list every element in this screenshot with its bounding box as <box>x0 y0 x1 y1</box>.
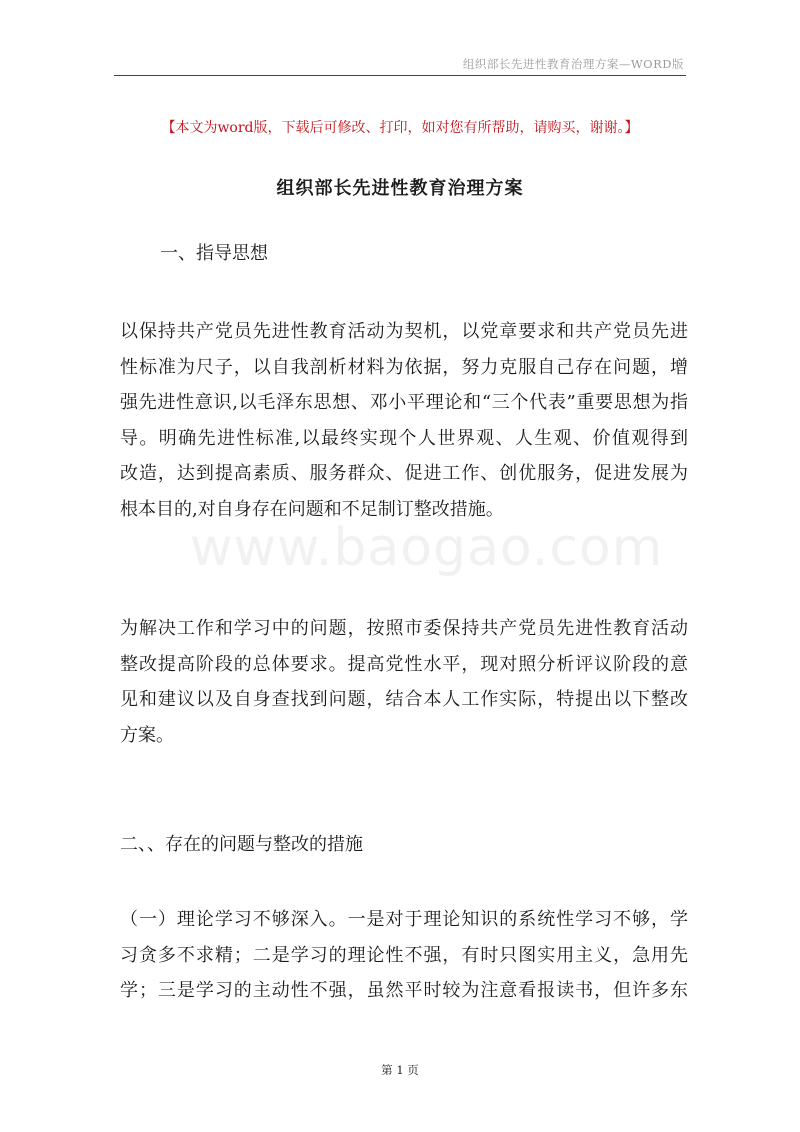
paragraph-line: 以保持共产党员先进性教育活动为契机，以党章要求和共产党员先进 <box>120 321 688 342</box>
watermark: www.baogao.com <box>190 518 664 578</box>
header-divider <box>114 75 686 76</box>
paragraph-line: 习贪多不求精；二是学习的理论性不强，有时只图实用主义，急用先 <box>120 944 688 966</box>
paragraph-line: （一）理论学习不够深入。一是对于理论知识的系统性学习不够，学 <box>120 909 688 930</box>
page-number: 第 1 页 <box>381 1063 419 1077</box>
paragraph-line: 学；三是学习的主动性不强，虽然平时较为注意看报读书，但许多东 <box>120 980 688 1001</box>
paragraph-rectification-purpose <box>120 611 688 753</box>
section-heading-problems-measures: 二、、存在的问题与整改的措施 <box>120 834 363 855</box>
paragraph-guiding-ideology <box>120 314 688 527</box>
paragraph-line: 整改提高阶段的总体要求。提高党性水平，现对照分析评议阶段的意 <box>120 653 688 675</box>
document-title: 组织部长先进性教育治理方案 <box>276 178 524 199</box>
paragraph-line: 导。明确先进性标准,以最终实现个人世界观、人生观、价值观得到 <box>120 427 688 449</box>
paragraph-theory-study <box>120 902 688 1009</box>
section-heading-guiding-ideology: 一、指导思想 <box>160 243 268 264</box>
paragraph-line: 根本目的,对自身存在问题和不足制订整改措施。 <box>120 498 504 520</box>
running-header-title: 组织部长先进性教育治理方案—WORD版 <box>462 57 684 71</box>
paragraph-line: 性标准为尺子，以自我剖析材料为依据，努力克服自己存在问题，增 <box>120 356 688 378</box>
paragraph-line: 为解决工作和学习中的问题，按照市委保持共产党员先进性教育活动 <box>120 618 688 639</box>
purchase-notice: 【本文为word版，下载后可修改、打印，如对您有所帮助，请购买，谢谢。】 <box>161 120 639 136</box>
paragraph-line: 见和建议以及自身查找到问题，结合本人工作实际，特提出以下整改 <box>120 689 688 710</box>
paragraph-line: 改造，达到提高素质、服务群众、促进工作、创优服务，促进发展为 <box>120 463 688 484</box>
paragraph-line: 方案。 <box>120 724 174 746</box>
paragraph-line: 强先进性意识,以毛泽东思想、邓小平理论和“三个代表”重要思想为指 <box>120 392 688 413</box>
